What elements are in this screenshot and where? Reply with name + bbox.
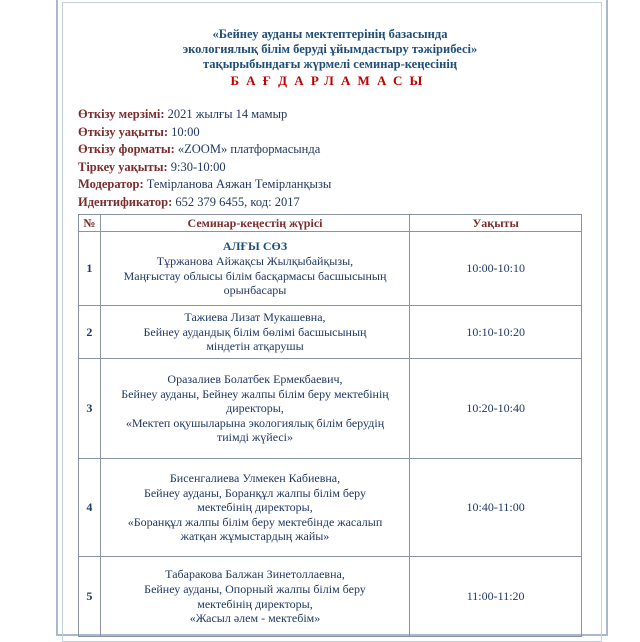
row-line: Табаракова Балжан Зинетоллаевна,: [165, 567, 345, 582]
row-line: директоры,: [226, 401, 284, 416]
document-content: [78, 0, 582, 637]
opening-speech-title: АЛҒЫ СӨЗ: [222, 239, 288, 254]
info-label: Тіркеу уақыты:: [78, 159, 168, 174]
row-line: тиімді жүйесі»: [216, 430, 293, 445]
row-number: 2: [79, 306, 101, 359]
info-label: Өткізу уақыты:: [78, 124, 169, 139]
info-value: 2021 жылғы 14 мамыр: [167, 107, 288, 121]
program-table: [78, 214, 582, 637]
row-description: [100, 459, 410, 557]
program-heading: БАҒДАРЛАМАСЫ: [230, 73, 430, 88]
row-time: 10:10-10:20: [410, 306, 582, 359]
row-description: [100, 557, 410, 637]
table-header-row: [79, 215, 582, 232]
row-line: Бейнеу аудандық білім бөлімі басшысының: [143, 324, 367, 339]
column-header-number: №: [79, 215, 101, 232]
row-description: [100, 232, 410, 306]
title-line-1: «Бейнеу ауданы мектептерінің базасында: [212, 27, 448, 41]
row-line: Бейнеу ауданы, Боранқұл жалпы білім беру: [143, 485, 367, 500]
info-value: 9:30-10:00: [170, 159, 226, 174]
info-value: 652 379 6455, код: 2017: [175, 194, 300, 209]
info-label: Өткізу мерзімі:: [78, 107, 165, 121]
row-line: орынбасары: [223, 283, 287, 298]
info-identifier: [78, 194, 582, 212]
table-row: [79, 232, 582, 306]
row-line: міндетін атқарушы: [206, 339, 304, 354]
row-time: 10:20-10:40: [410, 359, 582, 459]
row-line: «Боранқұл жалпы білім беру мектебінде жасалып: [127, 514, 383, 529]
row-line: «Мектеп оқушыларына экологиялық білім берудің: [125, 415, 385, 430]
row-number: 1: [79, 232, 101, 306]
row-number: 5: [79, 557, 101, 637]
row-line: Бисенгалиева Улмекен Кабиевна,: [169, 471, 341, 486]
row-line: Маңғыстау облысы білім басқармасы басшысының: [123, 268, 387, 283]
row-line: «Жасыл әлем - мектебім»: [189, 611, 321, 626]
row-line: Бейнеу ауданы, Бейнеу жалпы білім беру мектебінің: [121, 386, 389, 401]
info-value: 10:00: [171, 124, 200, 139]
info-block: [78, 106, 582, 211]
info-value: «ZOOM» платформасында: [177, 142, 321, 156]
info-label: Идентификатор:: [78, 194, 173, 209]
info-format: [78, 141, 582, 159]
info-value: Темірланова Аяжан Темірланқызы: [146, 177, 332, 191]
table-row: [79, 459, 582, 557]
row-number: 3: [79, 359, 101, 459]
info-time: [78, 124, 582, 142]
row-line: Оразалиев Болатбек Ермекбаевич,: [167, 372, 343, 387]
row-line: Тажиева Лизат Мукашевна,: [184, 310, 326, 325]
info-label: Модератор:: [78, 177, 144, 191]
table-row: [79, 359, 582, 459]
info-moderator: [78, 176, 582, 194]
info-date: [78, 106, 582, 124]
row-line: Бейнеу ауданы, Опорный жалпы білім беру: [144, 581, 366, 596]
info-label: Өткізу форматы:: [78, 142, 175, 156]
title-line-3: тақырыбындағы жүрмелі семинар-кеңесінің: [202, 57, 458, 71]
row-time: 10:40-11:00: [410, 459, 582, 557]
row-line: Тұржанова Айжақсы Жылқыбайқызы,: [156, 253, 354, 268]
column-header-time: Уақыты: [410, 215, 582, 232]
row-line: жатқан жұмыстардың жайы»: [180, 529, 330, 544]
table-row: [79, 557, 582, 637]
row-number: 4: [79, 459, 101, 557]
row-time: 11:00-11:20: [410, 557, 582, 637]
row-line: мектебінің директоры,: [197, 500, 313, 515]
table-row: [79, 306, 582, 359]
column-header-agenda: Семинар-кеңестің жүрісі: [100, 215, 410, 232]
info-registration: [78, 159, 582, 177]
row-line: мектебінің директоры,: [197, 596, 313, 611]
title-line-2: экологиялық білім беруді ұйымдастыру тәжірибесі»: [182, 42, 478, 56]
row-description: [100, 359, 410, 459]
row-time: 10:00-10:10: [410, 232, 582, 306]
row-description: [100, 306, 410, 359]
